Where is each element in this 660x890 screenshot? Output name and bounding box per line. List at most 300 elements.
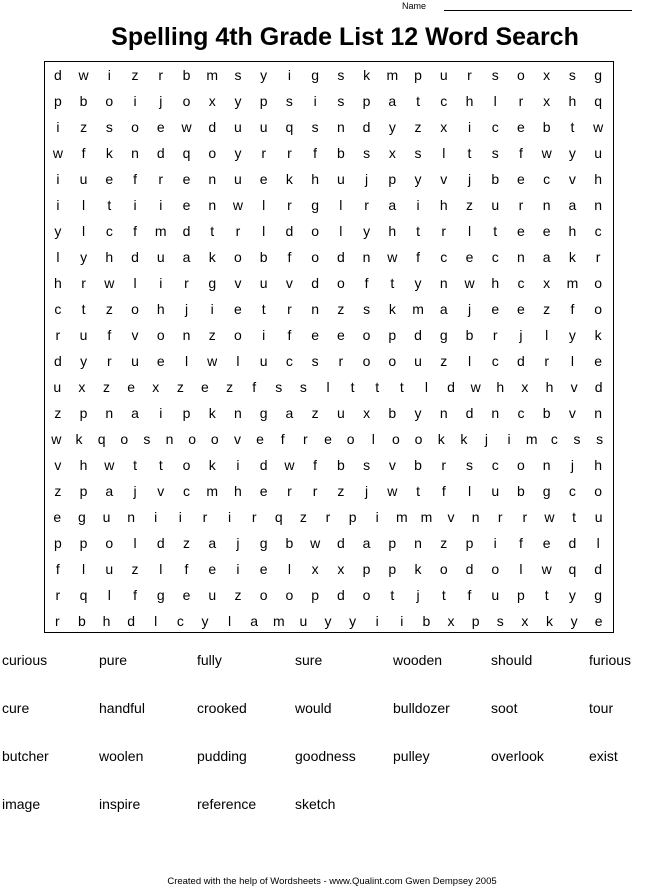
grid-letter: u — [102, 509, 111, 525]
grid-letter: c — [54, 301, 62, 317]
grid-letter: i — [159, 197, 163, 213]
grid-letter: k — [208, 405, 216, 421]
grid-letter: i — [287, 67, 291, 83]
word-list-item: image — [2, 796, 41, 812]
grid-letter: n — [182, 327, 191, 343]
grid-letter: r — [287, 145, 292, 161]
grid-letter: d — [336, 535, 345, 551]
grid-letter: a — [568, 197, 577, 213]
grid-letter: r — [467, 67, 472, 83]
grid-letter: n — [336, 119, 345, 135]
grid-letter: h — [388, 223, 397, 239]
grid-letter: r — [202, 509, 208, 525]
grid-letter: z — [299, 509, 307, 525]
grid-letter: o — [392, 431, 400, 447]
grid-letter: o — [362, 353, 371, 369]
grid-letter: w — [593, 119, 604, 135]
grid-letter: y — [570, 613, 578, 629]
grid-letter: i — [159, 275, 163, 291]
grid-letter: t — [210, 223, 215, 239]
grid-letter: y — [568, 587, 576, 603]
grid-letter: z — [466, 197, 473, 213]
grid-letter: v — [570, 379, 578, 395]
grid-letter: m — [206, 483, 219, 499]
grid-letter: v — [568, 171, 576, 187]
grid-letter: n — [105, 405, 114, 421]
grid-letter: h — [568, 223, 577, 239]
grid-letter: z — [176, 379, 184, 395]
grid-letter: v — [234, 275, 242, 291]
grid-letter: n — [542, 197, 551, 213]
grid-letter: y — [568, 327, 576, 343]
grid-letter: i — [493, 535, 497, 551]
grid-letter: d — [336, 249, 345, 265]
grid-letter: u — [491, 483, 500, 499]
grid-letter: j — [416, 587, 420, 603]
grid-letter: u — [336, 405, 345, 421]
grid-letter: p — [259, 93, 268, 109]
grid-letter: e — [517, 223, 525, 239]
grid-letter: w — [104, 457, 115, 473]
grid-letter: y — [349, 613, 357, 629]
grid-letter: f — [287, 327, 292, 343]
grid-letter: a — [388, 197, 397, 213]
grid-letter: o — [517, 457, 525, 473]
grid-letter: r — [158, 171, 164, 187]
grid-letter: u — [79, 327, 88, 343]
grid-letter: k — [437, 431, 445, 447]
grid-letter: w — [52, 145, 63, 161]
grid-letter: q — [79, 587, 88, 603]
grid-letter: o — [131, 301, 139, 317]
grid-letter: o — [259, 587, 268, 603]
grid-letter: n — [414, 535, 422, 551]
grid-letter: e — [324, 431, 332, 447]
grid-letter: s — [573, 431, 581, 447]
word-list-item: woolen — [99, 748, 144, 764]
grid-letter: m — [412, 301, 424, 317]
grid-letter: x — [543, 93, 551, 109]
grid-letter: e — [259, 171, 268, 187]
grid-letter: s — [311, 353, 319, 369]
grid-letter: s — [363, 457, 371, 473]
grid-letter: t — [81, 301, 86, 317]
grid-row — [45, 114, 613, 140]
grid-letter: o — [234, 327, 242, 343]
grid-letter: o — [362, 327, 371, 343]
grid-letter: r — [522, 509, 528, 525]
grid-row — [45, 400, 613, 426]
grid-letter: c — [594, 223, 602, 239]
grid-letter: s — [491, 145, 499, 161]
grid-letter: a — [105, 483, 114, 499]
grid-letter: q — [274, 509, 283, 525]
grid-letter: n — [594, 405, 603, 421]
grid-letter: j — [484, 431, 489, 447]
grid-letter: u — [414, 353, 422, 369]
grid-letter: a — [131, 405, 139, 421]
grid-letter: y — [388, 119, 396, 135]
grid-row — [45, 322, 613, 348]
word-list-item: handful — [99, 700, 145, 716]
grid-letter: a — [542, 249, 551, 265]
grid-letter: l — [442, 145, 446, 161]
grid-row — [45, 270, 613, 296]
grid-letter: q — [182, 145, 191, 161]
grid-letter: l — [467, 353, 472, 369]
grid-letter: n — [439, 405, 448, 421]
grid-letter: r — [261, 145, 266, 161]
grid-letter: d — [156, 145, 165, 161]
grid-letter: c — [491, 119, 499, 135]
grid-letter: d — [311, 275, 320, 291]
grid-letter: u — [131, 353, 139, 369]
grid-letter: o — [362, 587, 371, 603]
grid-letter: d — [182, 223, 191, 239]
grid-letter: d — [465, 405, 474, 421]
grid-row — [45, 608, 613, 634]
grid-letter: f — [313, 145, 318, 161]
grid-letter: k — [568, 249, 576, 265]
grid-letter: u — [439, 67, 448, 83]
grid-letter: m — [420, 509, 433, 525]
grid-letter: l — [82, 223, 86, 239]
page-title: Spelling 4th Grade List 12 Word Search — [111, 23, 579, 51]
grid-letter: i — [56, 119, 60, 135]
grid-letter: l — [287, 561, 291, 577]
grid-letter: r — [287, 197, 292, 213]
grid-letter: e — [234, 301, 242, 317]
grid-letter: y — [80, 249, 88, 265]
grid-letter: l — [339, 197, 343, 213]
word-list-item: cure — [2, 700, 30, 716]
grid-letter: r — [497, 509, 503, 525]
grid-letter: l — [339, 223, 343, 239]
grid-letter: b — [491, 171, 500, 187]
grid-letter: x — [543, 275, 551, 291]
grid-letter: t — [350, 379, 355, 395]
grid-letter: v — [568, 405, 576, 421]
grid-letter: g — [311, 197, 320, 213]
grid-letter: c — [183, 483, 190, 499]
grid-letter: j — [365, 483, 369, 499]
grid-letter: f — [313, 457, 318, 473]
grid-letter: s — [105, 119, 113, 135]
grid-letter: u — [234, 171, 242, 187]
grid-letter: o — [439, 561, 448, 577]
grid-letter: e — [259, 561, 268, 577]
grid-letter: e — [156, 119, 165, 135]
grid-letter: m — [272, 613, 285, 629]
grid-letter: d — [208, 119, 217, 135]
grid-letter: k — [388, 301, 396, 317]
grid-letter: z — [80, 119, 88, 135]
grid-letter: p — [388, 327, 397, 343]
grid-letter: l — [262, 197, 266, 213]
grid-letter: v — [447, 509, 455, 525]
grid-letter: c — [440, 249, 448, 265]
grid-letter: b — [336, 457, 345, 473]
grid-letter: o — [105, 535, 114, 551]
grid-letter: r — [106, 353, 112, 369]
grid-letter: o — [594, 301, 603, 317]
grid-letter: i — [262, 327, 266, 343]
grid-letter: d — [594, 561, 603, 577]
grid-letter: r — [441, 457, 447, 473]
grid-letter: u — [208, 587, 217, 603]
grid-letter: t — [416, 483, 420, 499]
grid-letter: a — [208, 535, 217, 551]
grid-letter: f — [364, 275, 369, 291]
grid-letter: e — [336, 327, 345, 343]
grid-letter: t — [570, 119, 575, 135]
grid-letter: s — [496, 613, 504, 629]
grid-letter: r — [287, 483, 292, 499]
grid-letter: v — [440, 171, 448, 187]
grid-letter: x — [208, 93, 216, 109]
grid-letter: s — [596, 431, 604, 447]
name-label: Name — [402, 1, 427, 11]
grid-letter: x — [311, 561, 319, 577]
grid-letter: l — [82, 197, 86, 213]
grid-letter: m — [386, 67, 399, 83]
grid-row — [45, 218, 613, 244]
grid-letter: t — [416, 223, 420, 239]
grid-row — [45, 296, 613, 322]
grid-letter: c — [105, 223, 113, 239]
grid-row — [45, 88, 613, 114]
word-list-item: pudding — [197, 748, 247, 764]
grid-letter: d — [53, 353, 62, 369]
grid-letter: i — [375, 613, 379, 629]
grid-letter: l — [228, 613, 232, 629]
grid-letter: f — [519, 535, 523, 551]
grid-letter: t — [467, 145, 472, 161]
grid-letter: c — [568, 483, 576, 499]
grid-letter: t — [133, 457, 137, 473]
grid-letter: c — [550, 431, 558, 447]
grid-letter: e — [127, 379, 136, 395]
grid-letter: h — [105, 249, 114, 265]
grid-letter: e — [53, 509, 62, 525]
grid-letter: n — [208, 171, 217, 187]
grid-letter: f — [570, 301, 575, 317]
word-list-item: would — [295, 700, 332, 716]
word-list-item: exist — [589, 748, 618, 764]
grid-letter: d — [594, 379, 603, 395]
grid-letter: z — [337, 301, 345, 317]
grid-letter: o — [182, 457, 191, 473]
word-list-item: inspire — [99, 796, 141, 812]
grid-letter: t — [375, 379, 380, 395]
grid-letter: i — [133, 197, 137, 213]
grid-letter: t — [572, 509, 577, 525]
grid-letter: n — [471, 509, 480, 525]
grid-letter: m — [154, 223, 167, 239]
grid-letter: a — [285, 405, 294, 421]
word-list-item: tour — [589, 700, 614, 716]
grid-letter: k — [105, 145, 113, 161]
grid-letter: o — [210, 431, 219, 447]
grid-letter: z — [103, 379, 111, 395]
word-list-item: soot — [491, 700, 518, 716]
grid-letter: b — [422, 613, 431, 629]
grid-letter: r — [492, 327, 498, 343]
grid-letter: i — [507, 431, 511, 447]
grid-letter: o — [105, 93, 114, 109]
grid-letter: h — [594, 457, 603, 473]
grid-letter: i — [400, 613, 404, 629]
grid-letter: d — [465, 561, 474, 577]
grid-letter: w — [104, 275, 115, 291]
grid-letter: p — [388, 171, 397, 187]
grid-letter: b — [182, 67, 191, 83]
grid-letter: q — [97, 431, 106, 447]
grid-letter: o — [594, 275, 603, 291]
grid-letter: s — [337, 67, 345, 83]
grid-letter: s — [299, 379, 307, 395]
grid-letter: c — [517, 275, 525, 291]
grid-letter: q — [594, 93, 603, 109]
grid-letter: y — [568, 145, 576, 161]
grid-letter: l — [262, 223, 266, 239]
grid-letter: r — [287, 301, 292, 317]
grid-letter: t — [261, 301, 266, 317]
grid-letter: l — [326, 379, 330, 395]
grid-letter: b — [79, 93, 88, 109]
grid-letter: b — [542, 405, 551, 421]
grid-letter: l — [184, 353, 189, 369]
grid-letter: r — [325, 509, 331, 525]
grid-letter: e — [465, 249, 474, 265]
grid-letter: e — [182, 197, 191, 213]
grid-letter: e — [201, 379, 209, 395]
grid-letter: b — [336, 145, 345, 161]
grid-letter: s — [568, 67, 576, 83]
grid-letter: u — [79, 171, 88, 187]
grid-letter: n — [208, 197, 217, 213]
grid-letter: q — [285, 119, 294, 135]
grid-letter: s — [414, 145, 422, 161]
grid-letter: r — [441, 223, 447, 239]
grid-letter: y — [234, 93, 242, 109]
grid-letter: p — [388, 561, 397, 577]
grid-letter: i — [313, 93, 317, 109]
grid-letter: x — [388, 145, 396, 161]
grid-letter: p — [465, 535, 474, 551]
grid-letter: a — [362, 535, 371, 551]
word-list-item: bulldozer — [393, 700, 450, 716]
grid-letter: g — [542, 483, 551, 499]
grid-letter: j — [365, 171, 369, 187]
grid-letter: o — [120, 431, 129, 447]
grid-letter: u — [491, 587, 500, 603]
grid-letter: u — [259, 119, 268, 135]
grid-letter: b — [542, 119, 551, 135]
grid-row — [45, 374, 613, 400]
grid-letter: z — [54, 405, 62, 421]
grid-letter: u — [105, 561, 114, 577]
grid-letter: p — [388, 535, 397, 551]
grid-letter: d — [131, 249, 139, 265]
grid-letter: y — [324, 613, 332, 629]
grid-letter: d — [568, 535, 577, 551]
grid-letter: w — [541, 561, 552, 577]
grid-letter: o — [182, 93, 191, 109]
grid-letter: d — [336, 587, 345, 603]
grid-letter: k — [208, 249, 216, 265]
grid-letter: i — [416, 197, 420, 213]
grid-letter: r — [544, 353, 549, 369]
grid-row — [45, 244, 613, 270]
grid-letter: h — [102, 613, 111, 629]
grid-letter: o — [234, 249, 242, 265]
grid-letter: m — [206, 67, 219, 83]
grid-letter: r — [54, 613, 60, 629]
word-list-item: wooden — [393, 652, 443, 668]
grid-letter: z — [131, 67, 139, 83]
grid-row — [45, 192, 613, 218]
grid-letter: p — [53, 535, 62, 551]
grid-letter: l — [159, 561, 163, 577]
grid-letter: h — [594, 171, 603, 187]
grid-letter: b — [78, 613, 86, 629]
word-list-item: sure — [295, 652, 323, 668]
grid-letter: t — [390, 275, 395, 291]
grid-letter: j — [519, 327, 523, 343]
grid-letter: f — [81, 145, 86, 161]
grid-letter: e — [517, 119, 525, 135]
grid-letter: r — [312, 483, 318, 499]
grid-letter: r — [364, 197, 369, 213]
grid-letter: w — [470, 379, 481, 395]
grid-letter: f — [280, 431, 285, 447]
grid-letter: o — [285, 587, 294, 603]
grid-letter: x — [440, 119, 448, 135]
grid-letter: n — [127, 509, 136, 525]
grid-letter: j — [133, 483, 137, 499]
grid-letter: l — [154, 613, 158, 629]
grid-letter: v — [285, 275, 293, 291]
grid-row — [45, 504, 613, 530]
grid-letter: z — [440, 535, 448, 551]
grid-letter: q — [568, 561, 577, 577]
grid-letter: i — [159, 405, 163, 421]
grid-letter: n — [362, 249, 371, 265]
grid-letter: a — [439, 301, 448, 317]
grid-letter: w — [78, 67, 89, 83]
grid-letter: w — [387, 249, 398, 265]
grid-letter: y — [363, 223, 371, 239]
grid-letter: i — [56, 197, 60, 213]
grid-letter: b — [414, 457, 422, 473]
grid-letter: o — [311, 223, 320, 239]
grid-letter: g — [156, 587, 165, 603]
grid-letter: p — [471, 613, 480, 629]
word-list-item: furious — [589, 652, 632, 668]
grid-letter: t — [107, 197, 112, 213]
grid-letter: o — [131, 119, 139, 135]
grid-letter: l — [493, 93, 497, 109]
grid-letter: w — [541, 145, 552, 161]
grid-letter: n — [517, 249, 525, 265]
grid-letter: b — [465, 327, 474, 343]
grid-letter: f — [184, 561, 189, 577]
grid-letter: e — [594, 353, 603, 369]
word-search-grid — [44, 61, 614, 633]
grid-letter: e — [208, 561, 217, 577]
grid-letter: z — [337, 483, 345, 499]
